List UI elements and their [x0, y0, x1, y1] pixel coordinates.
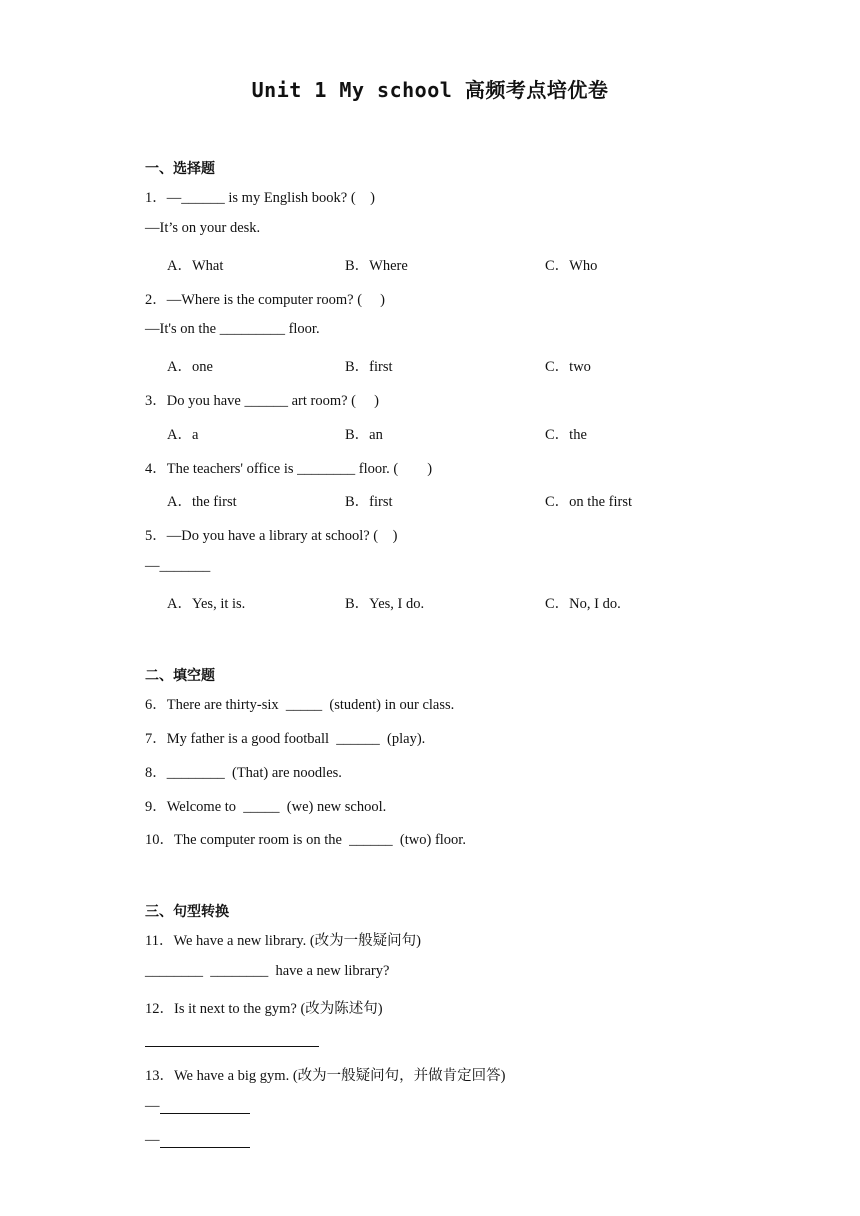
question-3: 3．Do you have ______ art room? ( ) [145, 393, 379, 409]
q3-option-c: C．the [545, 427, 587, 443]
q3-option-a: A．a [167, 427, 199, 443]
question-5-answer-line: —_______ [145, 558, 211, 574]
question-2-answer-line: —It's on the _________ floor. [145, 321, 320, 337]
question-4: 4．The teachers' office is ________ floor. ( ) [145, 461, 433, 477]
q1-option-c: C．Who [545, 258, 598, 274]
question-6: 6．There are thirty-six _____ (student) in our class. [145, 697, 455, 713]
question-12-answer-rule [145, 1046, 319, 1047]
section-title-sentence-transform: 三、句型转换 [145, 904, 229, 920]
question-13-answer-rule-1 [160, 1113, 250, 1114]
question-7: 7．My father is a good football ______ (play). [145, 731, 426, 747]
question-11-answer-line: ________ ________ have a new library? [145, 963, 390, 979]
q4-option-b: B．first [345, 494, 393, 510]
question-13: 13．We have a big gym. (改为一般疑问句，并做肯定回答) [145, 1068, 506, 1084]
question-13-answer-rule-2 [160, 1147, 250, 1148]
q2-option-a: A．one [167, 359, 213, 375]
section-title-choice: 一、选择题 [145, 161, 215, 177]
question-9: 9．Welcome to _____ (we) new school. [145, 799, 387, 815]
q1-option-b: B．Where [345, 258, 408, 274]
q5-option-b: B．Yes, I do. [345, 596, 425, 612]
question-11: 11．We have a new library. (改为一般疑问句) [145, 933, 422, 949]
page-title: Unit 1 My school 高频考点培优卷 [251, 78, 609, 102]
q2-option-b: B．first [345, 359, 393, 375]
q4-option-a: A．the first [167, 494, 237, 510]
question-2: 2．—Where is the computer room? ( ) [145, 292, 385, 308]
question-13-dash-2: — [145, 1132, 160, 1148]
q4-option-c: C．on the first [545, 494, 632, 510]
question-12: 12．Is it next to the gym? (改为陈述句) [145, 1001, 383, 1017]
q1-option-a: A．What [167, 258, 224, 274]
question-13-dash-1: — [145, 1098, 160, 1114]
section-title-fill-blank: 二、填空题 [145, 668, 215, 684]
question-10: 10．The computer room is on the ______ (two) floor. [145, 832, 466, 848]
question-1: 1．—______ is my English book? ( ) [145, 190, 375, 206]
q5-option-c: C．No, I do. [545, 596, 621, 612]
q5-option-a: A．Yes, it is. [167, 596, 246, 612]
q2-option-c: C．two [545, 359, 591, 375]
question-8: 8．________ (That) are noodles. [145, 765, 342, 781]
question-5: 5．—Do you have a library at school? ( ) [145, 528, 398, 544]
q3-option-b: B．an [345, 427, 383, 443]
question-1-answer-line: —It’s on your desk. [145, 220, 261, 236]
